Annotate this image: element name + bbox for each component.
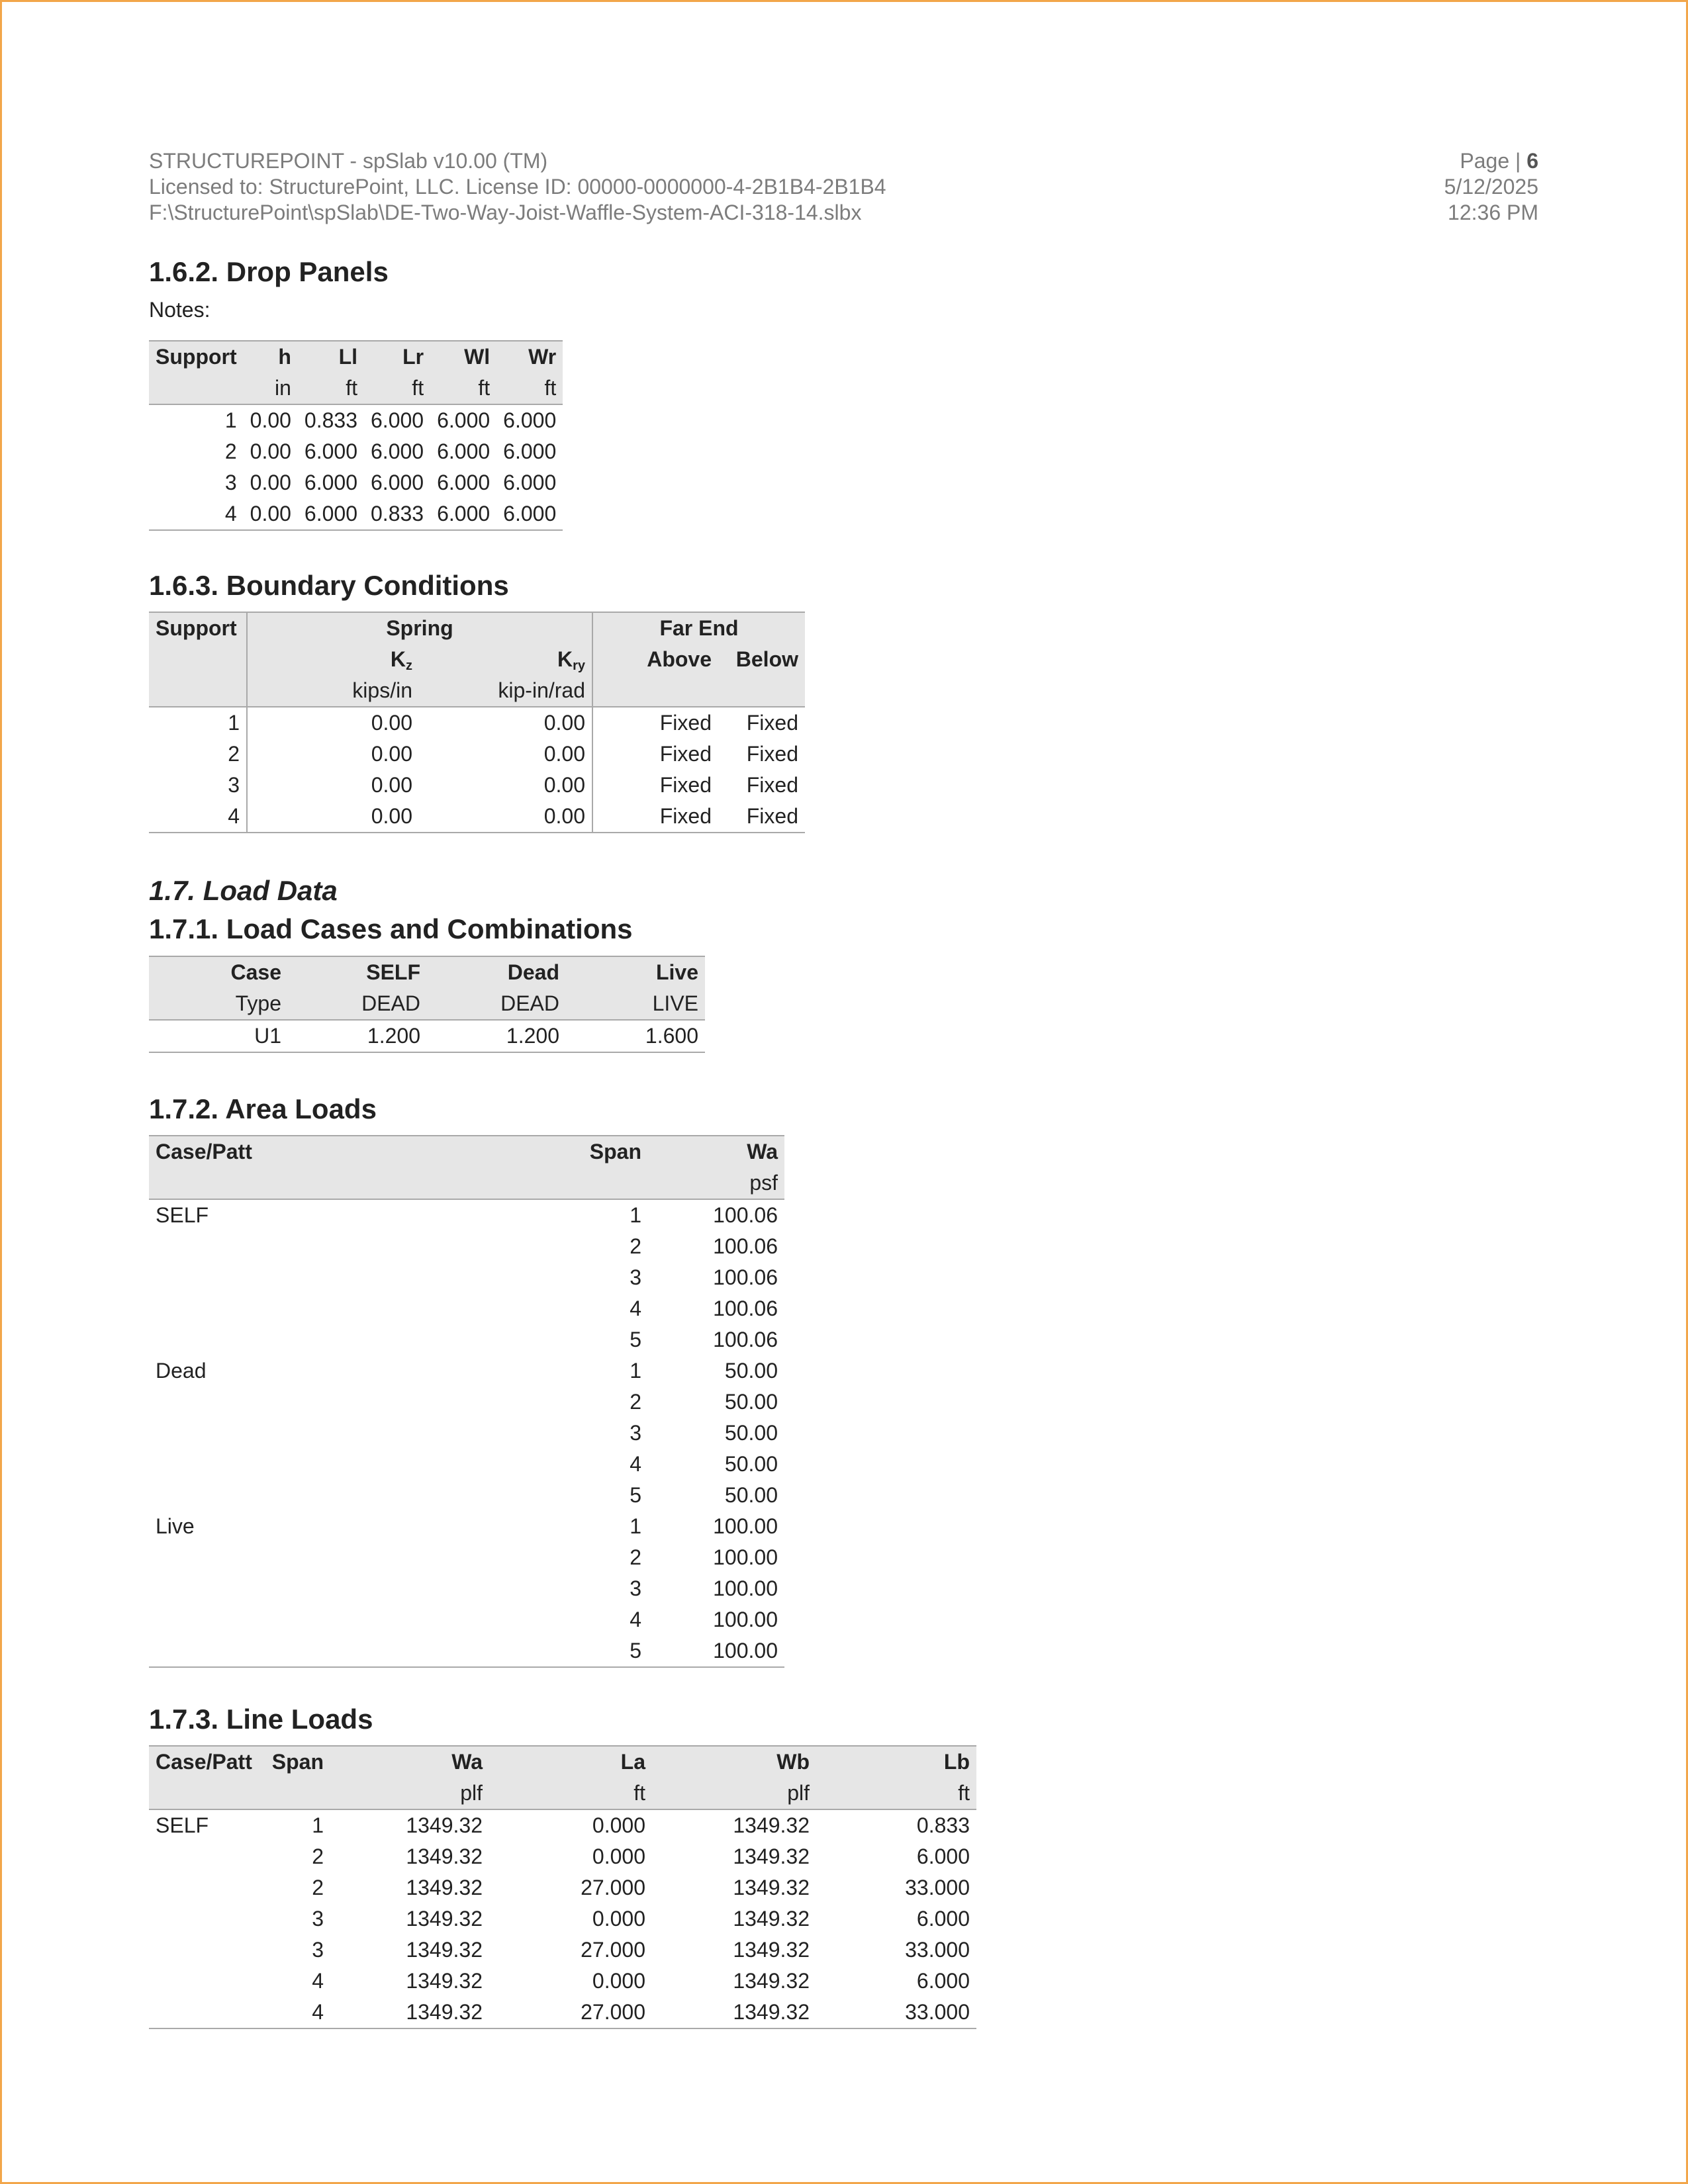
- table-cell: Fixed: [746, 773, 798, 797]
- table-cell: 27.000: [581, 1938, 645, 1962]
- table-cell: 6.000: [298, 498, 364, 530]
- section-title-boundary-conditions: 1.6.3. Boundary Conditions: [149, 570, 509, 601]
- table-cell: Fixed: [659, 773, 712, 797]
- table-cell: [149, 1604, 370, 1635]
- table-cell: 0.00: [250, 408, 291, 432]
- table-cell: 27.000: [489, 1997, 652, 2028]
- table-cell: 1: [630, 1203, 641, 1227]
- col-type: LIVE: [566, 988, 705, 1020]
- table-cell: 0.833: [304, 408, 357, 432]
- table-cell: 5: [630, 1328, 641, 1351]
- table-row: [149, 404, 563, 436]
- section-title-area-loads: 1.7.2. Area Loads: [149, 1093, 377, 1124]
- header-date: 5/12/2025: [1444, 175, 1538, 199]
- table-cell: 4: [149, 498, 244, 530]
- section-title-load-data: 1.7. Load Data: [149, 875, 338, 906]
- area-loads-rows: [149, 1199, 784, 1667]
- table-cell: Dead: [156, 1359, 207, 1383]
- table-cell: 0.833: [916, 1813, 970, 1837]
- table-cell: Fixed: [659, 711, 712, 735]
- table-row: [149, 1573, 784, 1604]
- col-header-far-end: Far End: [592, 612, 805, 644]
- table-cell: 0.000: [592, 1813, 645, 1837]
- table-cell: 0.000: [592, 1969, 645, 1993]
- table-row: [149, 1231, 784, 1262]
- boundary-conditions-table: [149, 612, 805, 833]
- table-row: [149, 739, 805, 770]
- table-cell: 3: [630, 1421, 641, 1445]
- col-unit: [149, 1778, 264, 1809]
- table-cell: 2: [224, 439, 237, 463]
- col-unit: ft: [364, 373, 430, 404]
- table-row: [149, 1480, 784, 1511]
- section-title-drop-panels: 1.6.2. Drop Panels: [149, 256, 389, 287]
- table-cell: 4: [630, 1608, 641, 1631]
- table-cell: 0.00: [247, 801, 419, 833]
- table-cell: 0.00: [371, 742, 412, 766]
- table-cell: Fixed: [746, 742, 798, 766]
- drop-panels-table: [149, 340, 563, 531]
- table-cell: 1.600: [566, 1020, 705, 1052]
- table-cell: 6.000: [503, 439, 557, 463]
- table-cell: 6.000: [437, 471, 491, 494]
- table-row: [149, 1020, 705, 1052]
- col-header: Dead: [427, 956, 566, 988]
- table-cell: [149, 1324, 370, 1355]
- line-loads-rows: [149, 1809, 976, 2028]
- table-cell: 100.00: [713, 1576, 778, 1600]
- col-unit: ft: [430, 373, 496, 404]
- col-header: Span: [264, 1746, 330, 1778]
- col-type: Type: [149, 988, 288, 1020]
- table-cell: 6.000: [430, 498, 496, 530]
- table-cell: 6.000: [371, 471, 424, 494]
- col-unit: ft: [489, 1778, 652, 1809]
- table-cell: 1349.32: [733, 1876, 810, 1899]
- table-cell: 0.00: [419, 770, 592, 801]
- header-file-path: F:\StructurePoint\spSlab\DE-Two-Way-Joist-Waffle-System-ACI-318-14.slbx: [149, 201, 862, 224]
- table-row: [149, 498, 563, 530]
- header-license: Licensed to: StructurePoint, LLC. License ID: 00000-0000000-4-2B1B4-2B1B4: [149, 175, 886, 199]
- col-header-below: Below: [718, 644, 805, 675]
- table-cell: 5: [630, 1483, 641, 1507]
- table-cell: 0.833: [364, 498, 430, 530]
- table-cell: [149, 1966, 264, 1997]
- table-cell: 1349.32: [406, 1969, 483, 1993]
- table-cell: 50.00: [724, 1452, 778, 1476]
- table-row: [149, 1449, 784, 1480]
- table-cell: 6.000: [371, 439, 424, 463]
- table-cell: [149, 1841, 264, 1872]
- table-row: [149, 1604, 784, 1635]
- table-cell: 1349.32: [406, 1938, 483, 1962]
- col-unit: ft: [496, 373, 563, 404]
- table-cell: 33.000: [816, 1997, 976, 2028]
- table-cell: 4: [630, 1297, 641, 1320]
- table-row: [149, 1809, 976, 1841]
- page-label: Page |: [1460, 149, 1527, 173]
- table-row: [149, 1841, 976, 1872]
- table-cell: 1349.32: [406, 1813, 483, 1837]
- table-cell: 2: [149, 739, 247, 770]
- table-cell: 100.00: [713, 1514, 778, 1538]
- table-cell: 6.000: [503, 408, 557, 432]
- col-header: Case/Patt: [149, 1746, 264, 1778]
- table-cell: Live: [156, 1514, 195, 1538]
- table-cell: [149, 1480, 370, 1511]
- table-row: [149, 1387, 784, 1418]
- col-unit: [149, 373, 244, 404]
- load-cases-table: [149, 956, 705, 1053]
- table-cell: 27.000: [581, 1876, 645, 1899]
- table-cell: [149, 1997, 264, 2028]
- table-cell: 4: [630, 1452, 641, 1476]
- table-cell: 3: [149, 770, 247, 801]
- section-title-line-loads: 1.7.3. Line Loads: [149, 1704, 373, 1735]
- table-row: [149, 1511, 784, 1542]
- table-cell: 50.00: [724, 1390, 778, 1414]
- table-cell: 0.00: [250, 439, 291, 463]
- table-cell: 1349.32: [330, 1997, 489, 2028]
- kry-symbol: K: [557, 647, 573, 671]
- kz-subscript: z: [406, 659, 412, 673]
- drop-panels-notes: Notes:: [149, 298, 211, 322]
- table-row: [149, 801, 805, 833]
- table-row: [149, 1355, 784, 1387]
- col-header: h: [244, 341, 298, 373]
- table-cell: [149, 1573, 370, 1604]
- load-cases-rows: [149, 1020, 705, 1052]
- table-cell: 0.00: [371, 711, 412, 735]
- col-unit-kz: kips/in: [247, 675, 419, 707]
- table-cell: SELF: [156, 1813, 209, 1837]
- col-header: Wb: [652, 1746, 816, 1778]
- table-row: [149, 1199, 784, 1231]
- table-cell: 6.000: [496, 498, 563, 530]
- table-row: [149, 1542, 784, 1573]
- table-cell: 1.200: [288, 1020, 427, 1052]
- table-row: [149, 770, 805, 801]
- table-row: [149, 1934, 976, 1966]
- report-header-right: [1444, 148, 1538, 226]
- table-row: [149, 1418, 784, 1449]
- col-unit: ft: [298, 373, 364, 404]
- col-unit: [370, 1167, 648, 1199]
- table-cell: [149, 1872, 264, 1903]
- table-cell: 1349.32: [406, 1844, 483, 1868]
- table-cell: [149, 1293, 370, 1324]
- col-unit: in: [244, 373, 298, 404]
- header-program: STRUCTUREPOINT - spSlab v10.00 (TM): [149, 149, 548, 173]
- table-cell: 2: [630, 1545, 641, 1569]
- kry-subscript: ry: [573, 659, 585, 673]
- table-cell: 6.000: [304, 439, 357, 463]
- table-cell: 1349.32: [733, 1907, 810, 1931]
- table-cell: 0.00: [419, 801, 592, 833]
- table-cell: 1: [630, 1514, 641, 1538]
- report-header: [149, 148, 886, 226]
- col-header: Lr: [364, 341, 430, 373]
- col-unit: [264, 1778, 330, 1809]
- kz-symbol: K: [390, 647, 406, 671]
- table-cell: 0.00: [419, 739, 592, 770]
- table-cell: 6.000: [437, 408, 491, 432]
- table-cell: 3: [312, 1938, 324, 1962]
- col-header-kry: [419, 644, 592, 675]
- table-cell: [149, 1262, 370, 1293]
- table-cell: [149, 1542, 370, 1573]
- table-cell: SELF: [156, 1203, 209, 1227]
- table-cell: 50.00: [724, 1483, 778, 1507]
- col-header: Wl: [430, 341, 496, 373]
- table-row: [149, 1635, 784, 1667]
- table-cell: [149, 1418, 370, 1449]
- col-type: DEAD: [427, 988, 566, 1020]
- col-header-above: Above: [592, 644, 718, 675]
- col-header: Lb: [816, 1746, 976, 1778]
- table-cell: 100.00: [713, 1545, 778, 1569]
- table-cell: [149, 1387, 370, 1418]
- table-cell: Fixed: [718, 801, 805, 833]
- table-cell: 1.200: [427, 1020, 566, 1052]
- table-cell: 3: [312, 1907, 324, 1931]
- table-cell: 100.06: [713, 1203, 778, 1227]
- table-cell: Fixed: [746, 711, 798, 735]
- table-cell: Fixed: [659, 742, 712, 766]
- table-cell: 2: [312, 1876, 324, 1899]
- col-header: La: [489, 1746, 652, 1778]
- table-cell: 1349.32: [733, 1938, 810, 1962]
- table-cell: 1: [312, 1813, 324, 1837]
- table-cell: 33.000: [905, 1938, 970, 1962]
- table-cell: 6.000: [916, 1844, 970, 1868]
- table-row: [149, 1997, 976, 2028]
- table-cell: [149, 1903, 264, 1934]
- table-cell: 33.000: [905, 1876, 970, 1899]
- table-row: [149, 1872, 976, 1903]
- table-cell: 6.000: [371, 408, 424, 432]
- table-cell: 0.00: [371, 773, 412, 797]
- table-row: [149, 436, 563, 467]
- table-cell: 4: [149, 801, 247, 833]
- table-cell: 100.00: [648, 1635, 784, 1667]
- col-header: Case/Patt: [149, 1136, 370, 1167]
- table-cell: 3: [630, 1265, 641, 1289]
- table-row: [149, 1324, 784, 1355]
- col-header-support: Support: [149, 612, 247, 644]
- col-header: SELF: [288, 956, 427, 988]
- table-row: [149, 1966, 976, 1997]
- table-cell: 1349.32: [733, 1844, 810, 1868]
- col-header: Support: [149, 341, 244, 373]
- drop-panels-rows: [149, 404, 563, 530]
- col-type: DEAD: [288, 988, 427, 1020]
- table-cell: 2: [312, 1844, 324, 1868]
- table-cell: [149, 1635, 370, 1667]
- table-cell: 0.000: [592, 1844, 645, 1868]
- table-cell: 100.06: [713, 1265, 778, 1289]
- table-cell: 0.000: [592, 1907, 645, 1931]
- page-number: 6: [1526, 149, 1538, 173]
- table-cell: 1349.32: [406, 1876, 483, 1899]
- table-cell: 6.000: [503, 471, 557, 494]
- table-cell: 1349.32: [733, 1969, 810, 1993]
- col-header: Span: [370, 1136, 648, 1167]
- table-cell: 1349.32: [733, 1813, 810, 1837]
- table-cell: 1: [224, 408, 237, 432]
- col-unit: [149, 1167, 370, 1199]
- table-cell: 0.00: [250, 471, 291, 494]
- table-row: [149, 1262, 784, 1293]
- table-cell: 4: [312, 1969, 324, 1993]
- table-cell: 2: [630, 1390, 641, 1414]
- table-cell: 3: [630, 1576, 641, 1600]
- table-cell: 0.00: [244, 498, 298, 530]
- table-cell: 50.00: [724, 1359, 778, 1383]
- table-cell: 5: [370, 1635, 648, 1667]
- col-header: Live: [566, 956, 705, 988]
- col-header: Ll: [298, 341, 364, 373]
- table-cell: 1: [149, 707, 247, 739]
- table-cell: 100.06: [713, 1328, 778, 1351]
- table-cell: 6.000: [916, 1907, 970, 1931]
- table-row: [149, 1293, 784, 1324]
- table-cell: 1349.32: [652, 1997, 816, 2028]
- table-row: [149, 467, 563, 498]
- table-cell: 100.00: [713, 1608, 778, 1631]
- area-loads-table: [149, 1135, 784, 1668]
- col-header: Wa: [648, 1136, 784, 1167]
- table-cell: 3: [224, 471, 237, 494]
- table-cell: 100.06: [713, 1234, 778, 1258]
- table-cell: [149, 1934, 264, 1966]
- col-unit: psf: [648, 1167, 784, 1199]
- col-unit: plf: [652, 1778, 816, 1809]
- page-indicator: [1444, 148, 1538, 174]
- table-cell: 1: [630, 1359, 641, 1383]
- table-cell: 50.00: [724, 1421, 778, 1445]
- table-row: [149, 1903, 976, 1934]
- col-unit: plf: [330, 1778, 489, 1809]
- table-cell: U1: [149, 1020, 288, 1052]
- col-header: Wr: [496, 341, 563, 373]
- col-unit: ft: [816, 1778, 976, 1809]
- header-time: 12:36 PM: [1448, 201, 1538, 224]
- section-title-load-cases: 1.7.1. Load Cases and Combinations: [149, 913, 633, 944]
- col-header-kz: [247, 644, 419, 675]
- col-unit-kry: kip-in/rad: [419, 675, 592, 707]
- table-cell: [149, 1449, 370, 1480]
- col-header-spring: Spring: [247, 612, 592, 644]
- col-header: Wa: [330, 1746, 489, 1778]
- line-loads-table: [149, 1745, 976, 2029]
- table-cell: Fixed: [592, 801, 718, 833]
- table-cell: 6.000: [437, 439, 491, 463]
- table-cell: 100.06: [713, 1297, 778, 1320]
- table-row: [149, 707, 805, 739]
- col-header: Case: [149, 956, 288, 988]
- boundary-rows: [149, 707, 805, 833]
- table-cell: 2: [630, 1234, 641, 1258]
- table-cell: 4: [264, 1997, 330, 2028]
- table-cell: 1349.32: [406, 1907, 483, 1931]
- table-cell: [149, 1231, 370, 1262]
- table-cell: 6.000: [304, 471, 357, 494]
- table-cell: 0.00: [419, 707, 592, 739]
- table-cell: 6.000: [916, 1969, 970, 1993]
